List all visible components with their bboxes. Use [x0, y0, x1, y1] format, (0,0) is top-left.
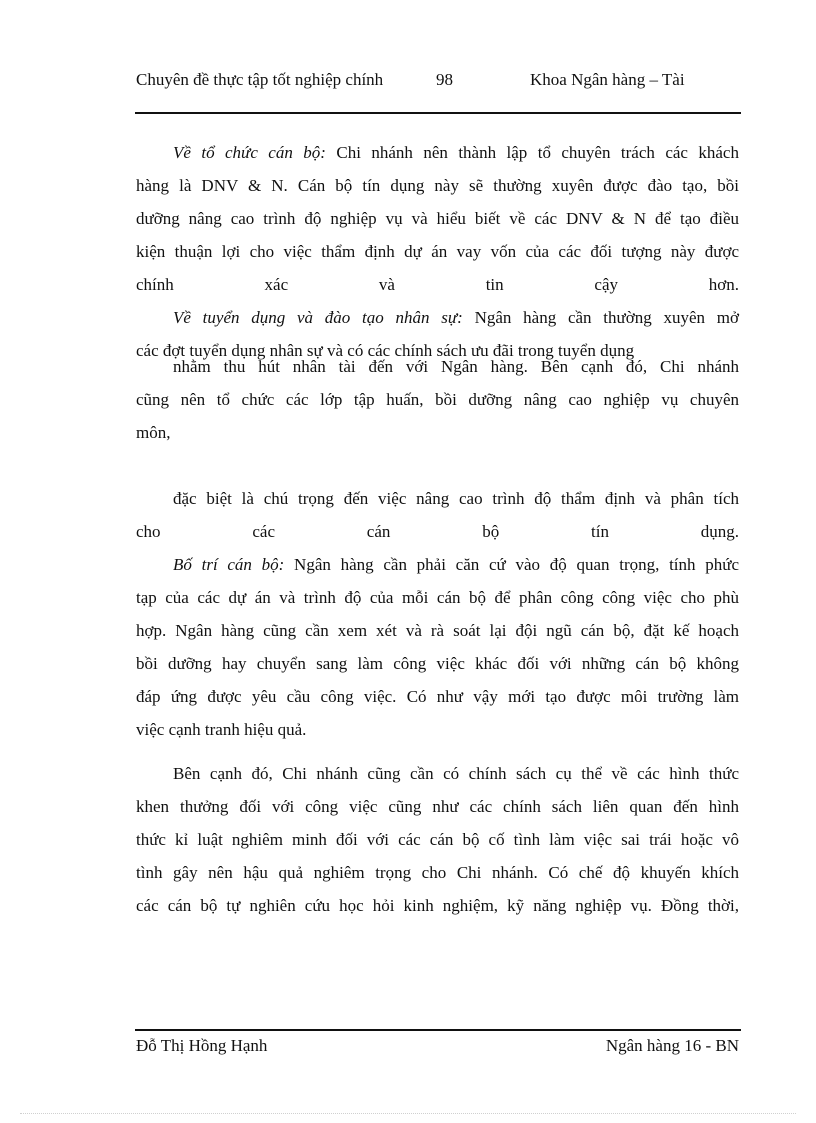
paragraph-1-lead: Về tổ chức cán bộ:: [173, 143, 326, 162]
paragraph-5-line: hợp. Ngân hàng cũng cần xem xét và rà soát lại đội ngũ cán bộ, đặt kế hoạch: [136, 621, 739, 640]
paragraph-1-line: dưỡng nâng cao trình độ nghiệp vụ và hiểu biết về các DNV & N để tạo điều: [136, 209, 739, 228]
page-bottom-border: [20, 1113, 796, 1114]
paragraph-1-line: kiện thuận lợi cho việc thẩm định dự án vay vốn của các đối tượng này được: [136, 242, 739, 261]
footer-divider: [135, 1029, 741, 1031]
paragraph-5-line: đáp ứng được yêu cầu công việc. Có như vậy mới tạo được môi trường làm: [136, 687, 739, 706]
paragraph-5-line: Bố trí cán bộ: Ngân hàng cần phải căn cứ vào độ quan trọng, tính phức: [173, 555, 739, 574]
paragraph-1-line: chính xác và tin cậy hơn.: [136, 275, 739, 294]
paragraph-6-line: Bên cạnh đó, Chi nhánh cũng cần có chính sách cụ thể về các hình thức: [173, 764, 739, 783]
paragraph-5-line: bồi dưỡng hay chuyển sang làm công việc khác đối với những cán bộ không: [136, 654, 739, 673]
footer-class: Ngân hàng 16 - BN: [605, 1036, 739, 1055]
page-number: 98: [436, 70, 453, 89]
body-block-1: [136, 136, 739, 367]
paragraph-5-line: tạp của các dự án và trình độ của mỗi cán bộ để phân công công việc cho phù: [136, 588, 739, 607]
body-block-4: [136, 757, 739, 922]
header-divider: [135, 112, 741, 114]
paragraph-4-line: cho các cán bộ tín dụng.: [136, 522, 739, 541]
paragraph-3-line: cũng nên tổ chức các lớp tập huấn, bồi dưỡng nâng cao nghiệp vụ chuyên: [136, 390, 739, 409]
paragraph-4-line: đặc biệt là chú trọng đến việc nâng cao trình độ thẩm định và phân tích: [173, 489, 739, 508]
paragraph-2-lead: Về tuyển dụng và đào tạo nhân sự:: [173, 308, 463, 327]
paragraph-1-line: hàng là DNV & N. Cán bộ tín dụng này sẽ thường xuyên được đào tạo, bồi: [136, 176, 739, 195]
body-block-3: [136, 482, 739, 746]
paragraph-2-line: các đợt tuyển dụng nhân sự và có các chính sách ưu đãi trong tuyển dụng: [136, 341, 635, 360]
header-right-title: Khoa Ngân hàng – Tài: [530, 70, 685, 89]
paragraph-3-line: nhằm thu hút nhân tài đến với Ngân hàng. Bên cạnh đó, Chi nhánh: [173, 357, 739, 376]
paragraph-6-line: khen thưởng đối với công việc cũng như các chính sách liên quan đến hình: [136, 797, 739, 816]
paragraph-2-line: Về tuyển dụng và đào tạo nhân sự: Ngân hàng cần thường xuyên mở: [173, 308, 739, 327]
header-left-title: Chuyên đề thực tập tốt nghiệp chính: [136, 70, 384, 89]
paragraph-3-line: môn,: [136, 423, 171, 442]
paragraph-6-line: tình gây nên hậu quả nghiêm trọng cho Chi nhánh. Có chế độ khuyến khích: [136, 863, 739, 882]
body-block-2: [136, 350, 739, 449]
paragraph-6-line: các cán bộ tự nghiên cứu học hỏi kinh nghiệm, kỹ năng nghiệp vụ. Đồng thời,: [136, 896, 739, 915]
footer-author: Đỗ Thị Hồng Hạnh: [136, 1036, 268, 1055]
paragraph-5-line: việc cạnh tranh hiệu quả.: [136, 720, 307, 739]
paragraph-6-line: thức kỉ luật nghiêm minh đối với các cán bộ cố tình làm việc sai trái hoặc vô: [136, 830, 739, 849]
paragraph-1-line: Về tổ chức cán bộ: Chi nhánh nên thành lập tổ chuyên trách các khách: [173, 143, 739, 162]
paragraph-5-lead: Bố trí cán bộ:: [173, 555, 285, 574]
